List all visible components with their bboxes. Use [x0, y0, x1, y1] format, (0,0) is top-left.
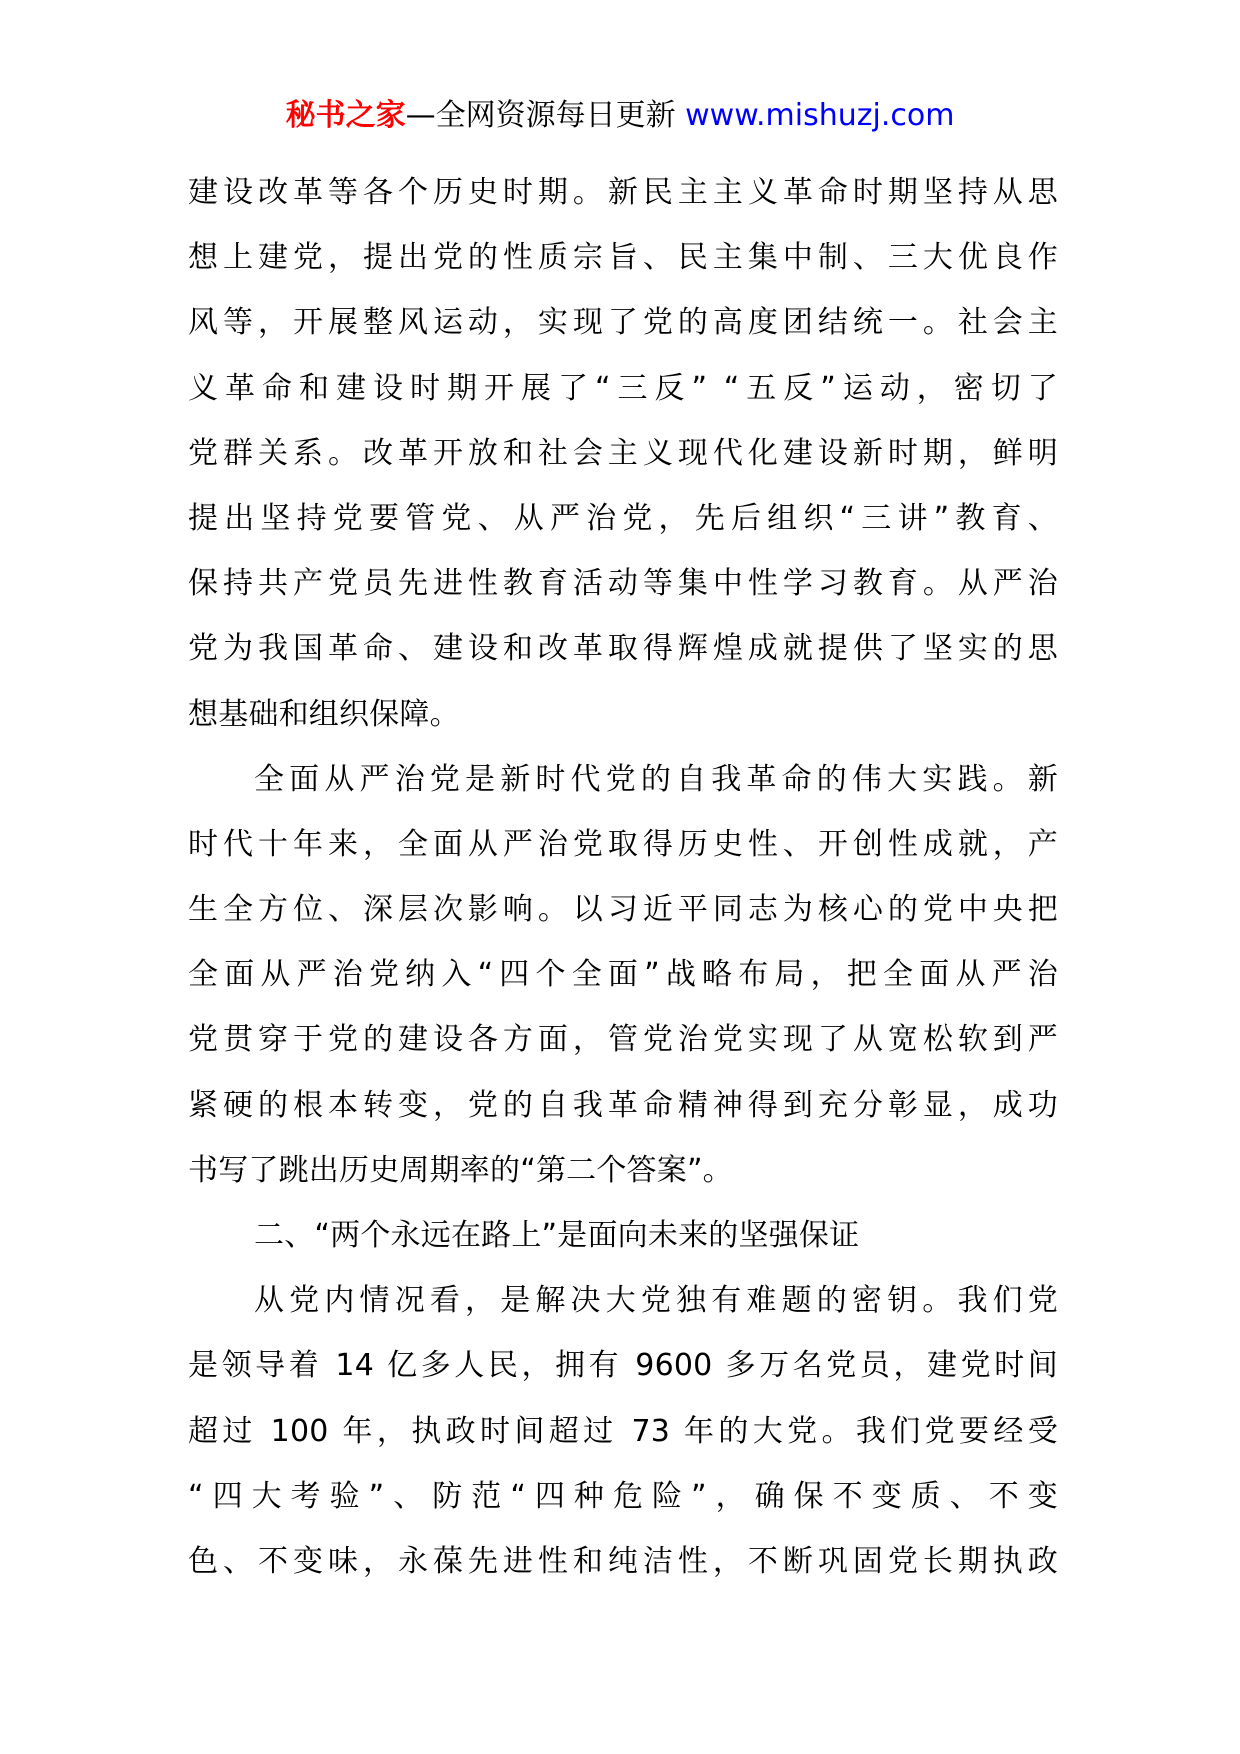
text-line: 二、“两个永远在路上”是面向未来的坚强保证	[254, 1218, 860, 1253]
text-line: “四大考验”、防范“四种危险”，确保不变质、不变	[188, 1478, 1058, 1514]
text-line: 从党内情况看，是解决大党独有难题的密钥。我们党	[254, 1283, 1058, 1319]
text-line: 紧硬的根本转变，党的自我革命精神得到充分彰显，成功	[188, 1087, 1058, 1123]
text-line: 建设改革等各个历史时期。新民主主义革命时期坚持从思	[188, 175, 1058, 210]
document-body	[188, 160, 1058, 1594]
text-line: 全面从严治党纳入“四个全面”战略布局，把全面从严治	[188, 957, 1058, 993]
text-line: 风等，开展整风运动，实现了党的高度团结统一。社会主	[188, 305, 1058, 341]
header-url-link[interactable]: www.mishuzj.com	[685, 98, 955, 133]
text-line: 保持共产党员先进性教育活动等集中性学习教育。从严治	[188, 566, 1058, 602]
text-line: 党群关系。改革开放和社会主义现代化建设新时期，鲜明	[188, 435, 1058, 471]
header-tagline: —全网资源每日更新	[405, 98, 676, 133]
text-line: 时代十年来，全面从严治党取得历史性、开创性成就，产	[188, 826, 1058, 862]
text-line: 超过 100 年，执政时间超过 73 年的大党。我们党要经受	[188, 1413, 1058, 1449]
text-line: 全面从严治党是新时代党的自我革命的伟大实践。新	[254, 761, 1058, 797]
text-line: 生全方位、深层次影响。以习近平同志为核心的党中央把	[188, 892, 1058, 928]
text-line: 书写了跳出历史周期率的“第二个答案”。	[188, 1152, 733, 1188]
text-line: 是领导着 14 亿多人民，拥有 9600 多万名党员，建党时间	[188, 1348, 1058, 1384]
text-line: 色、不变味，永葆先进性和纯洁性，不断巩固党长期执政	[188, 1543, 1058, 1579]
text-line: 提出坚持党要管党、从严治党，先后组织“三讲”教育、	[188, 500, 1058, 536]
text-line: 党贯穿于党的建设各方面，管党治党实现了从宽松软到严	[188, 1022, 1058, 1058]
header-brand: 秘书之家	[285, 98, 406, 133]
text-line: 想上建党，提出党的性质宗旨、民主集中制、三大优良作	[188, 240, 1058, 276]
text-line: 义革命和建设时期开展了“三反” “五反”运动，密切了	[188, 370, 1058, 406]
text-line: 想基础和组织保障。	[188, 696, 460, 732]
page-header	[0, 96, 1240, 136]
text-line: 党为我国革命、建设和改革取得辉煌成就提供了坚实的思	[188, 631, 1058, 667]
